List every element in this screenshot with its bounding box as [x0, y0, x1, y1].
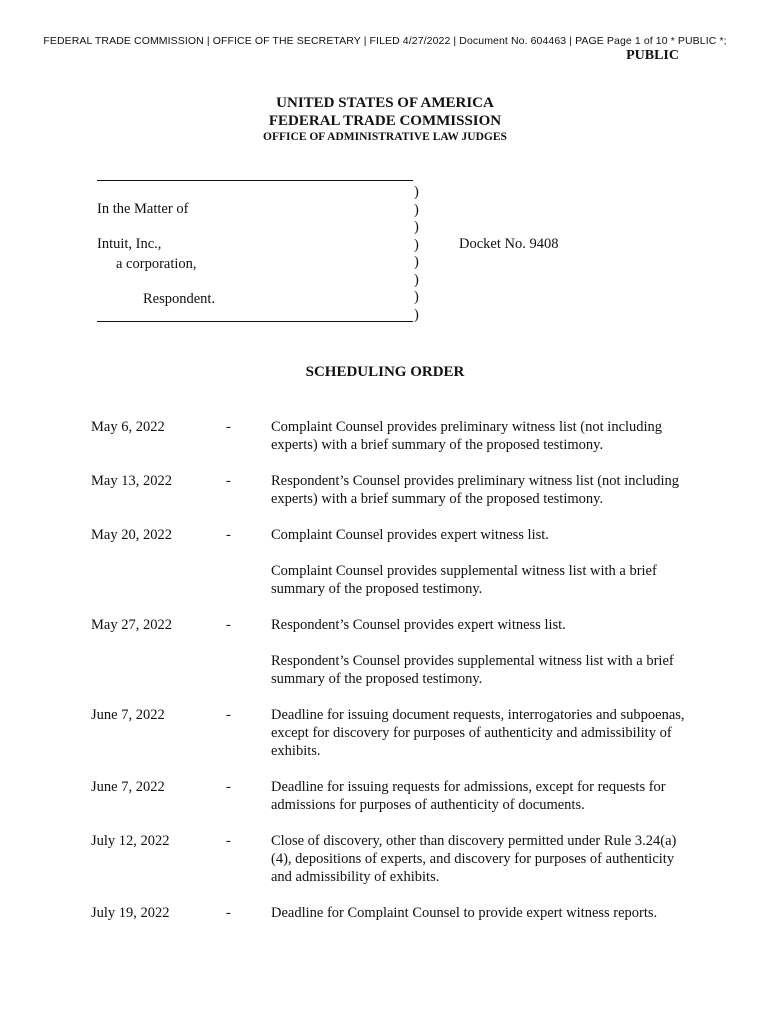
caption-paren-column	[414, 184, 419, 324]
schedule-description	[271, 904, 686, 922]
heading-office: OFFICE OF ADMINISTRATIVE LAW JUDGES	[263, 131, 507, 143]
schedule-dash: -	[226, 419, 231, 435]
caption-party: Intuit, Inc.,	[97, 236, 162, 252]
caption-paren: )	[414, 306, 419, 323]
schedule-date: July 19, 2022	[91, 905, 170, 921]
schedule-description	[271, 472, 686, 508]
schedule-item-text: Deadline for issuing requests for admissions, except for requests for admissions for purposes of authenticity of documents.	[271, 779, 666, 813]
schedule-date: May 20, 2022	[91, 527, 172, 543]
schedule-item-text: Close of discovery, other than discovery permitted under Rule 3.24(a)(4), depositions of experts, and discovery for purposes of authenticity and admissibility of exhibits.	[271, 833, 677, 885]
schedule-dash: -	[226, 707, 231, 723]
schedule-description	[271, 526, 686, 598]
schedule-description	[271, 616, 686, 688]
schedule-entry	[91, 706, 691, 760]
caption-in-the-matter: In the Matter of	[97, 201, 189, 217]
caption-paren: )	[414, 271, 419, 288]
schedule-date: May 6, 2022	[91, 419, 165, 435]
schedule-entry	[91, 904, 691, 922]
schedule-item-text: Complaint Counsel provides supplemental witness list with a brief summary of the proposed testimony.	[271, 563, 657, 597]
caption-paren: )	[414, 219, 419, 235]
caption-paren: )	[414, 184, 419, 200]
schedule-entry	[91, 526, 691, 598]
heading-country: UNITED STATES OF AMERICA	[276, 95, 494, 111]
schedule-item-text: Deadline for Complaint Counsel to provide expert witness reports.	[271, 905, 658, 921]
schedule-entry	[91, 778, 691, 814]
caption-bottom-rule	[97, 321, 413, 322]
schedule-entry	[91, 616, 691, 688]
schedule-item-text: Respondent’s Counsel provides supplemental witness list with a brief summary of the proposed testimony.	[271, 653, 674, 687]
filing-stamp: FEDERAL TRADE COMMISSION | OFFICE OF THE SECRETARY | FILED 4/27/2022 | Document No. 604463 | PAGE Page 1 of 10 * PUBLIC *;	[43, 35, 727, 47]
docket-number: Docket No. 9408	[459, 236, 559, 252]
schedule-description	[271, 832, 686, 886]
schedule-item-text: Respondent’s Counsel provides expert witness list.	[271, 617, 566, 633]
caption-paren: )	[414, 254, 419, 270]
schedule-description	[271, 706, 686, 760]
schedule-description	[271, 778, 686, 814]
schedule-date: June 7, 2022	[91, 779, 165, 795]
caption-paren: )	[414, 201, 419, 218]
schedule-dash: -	[226, 779, 231, 795]
schedule-dash: -	[226, 905, 231, 921]
schedule-item-text: Respondent’s Counsel provides preliminary witness list (not including experts) with a brief summary of the proposed testimony.	[271, 473, 679, 507]
heading-agency: FEDERAL TRADE COMMISSION	[268, 113, 502, 129]
public-label: PUBLIC	[626, 48, 679, 63]
schedule-description	[271, 418, 686, 454]
schedule-date: July 12, 2022	[91, 833, 170, 849]
caption-top-rule	[97, 180, 413, 181]
schedule-list	[91, 418, 691, 940]
schedule-item-text: Complaint Counsel provides expert witness list.	[271, 527, 549, 543]
schedule-dash: -	[226, 617, 231, 633]
caption-party-type: a corporation,	[116, 256, 197, 272]
schedule-dash: -	[226, 473, 231, 489]
schedule-date: May 27, 2022	[91, 617, 172, 633]
order-title: SCHEDULING ORDER	[305, 364, 465, 380]
schedule-dash: -	[226, 527, 231, 543]
schedule-date: May 13, 2022	[91, 473, 172, 489]
schedule-entry	[91, 418, 691, 454]
schedule-date: June 7, 2022	[91, 707, 165, 723]
caption-paren: )	[414, 289, 419, 305]
schedule-entry	[91, 832, 691, 886]
caption-role: Respondent.	[143, 291, 216, 307]
schedule-entry	[91, 472, 691, 508]
caption-paren: )	[414, 236, 419, 253]
schedule-item-text: Deadline for issuing document requests, interrogatories and subpoenas, except for discovery for purposes of authenticity and admissibility of exhibits.	[271, 707, 685, 759]
schedule-dash: -	[226, 833, 231, 849]
schedule-item-text: Complaint Counsel provides preliminary witness list (not including experts) with a brief summary of the proposed testimony.	[271, 419, 663, 453]
